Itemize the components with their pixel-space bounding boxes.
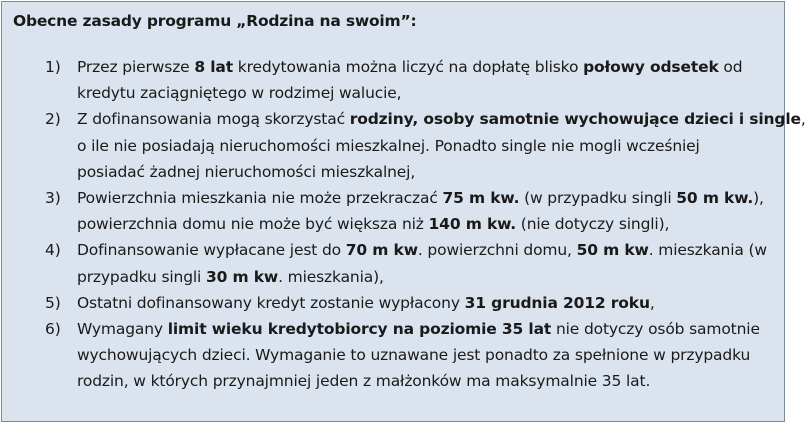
rule-number: 4) (45, 241, 61, 260)
rule-item-6 (2, 316, 786, 395)
text-segment: o ile nie posiadają nieruchomości mieszkalnej. Ponadto single nie mogli wcześniej (77, 136, 700, 155)
text-segment: powierzchnia domu nie może być większa niż (77, 215, 429, 234)
text-segment: kredytowania można liczyć na dopłatę blisko (232, 58, 584, 76)
bold-text: 70 m kw (345, 241, 418, 260)
bold-text: 8 lat (194, 58, 233, 76)
info-box (1, 1, 806, 422)
text-segment: , (649, 293, 655, 312)
bold-text: 50 m kw (576, 241, 649, 260)
text-segment: . mieszkania (w (648, 241, 767, 260)
rule-text-line (77, 316, 772, 342)
box-title: Obecne zasady programu „Rodzina na swoim”: (13, 12, 417, 30)
rule-number: 3) (45, 189, 61, 208)
rule-item-3 (2, 185, 786, 237)
text-segment: Przez pierwsze (77, 58, 195, 76)
text-segment: (w przypadku singli (519, 189, 677, 208)
text-segment: , (800, 110, 806, 129)
rule-number: 5) (45, 293, 61, 312)
bold-text: połowy odsetek (583, 58, 719, 76)
text-segment: Wymagany (77, 320, 168, 339)
rule-number: 1) (45, 58, 61, 76)
rule-item-1 (2, 54, 786, 106)
rules-list (2, 54, 806, 395)
rule-item-4 (2, 237, 786, 289)
rule-text-line (77, 237, 772, 263)
text-segment: rodzin, w których przynajmniej jeden z małżonków ma maksymalnie 35 lat. (77, 372, 651, 391)
rule-item-2 (2, 106, 806, 185)
rule-text-line (77, 211, 772, 237)
bold-text: limit wieku kredytobiorcy na poziomie 35 lat (167, 320, 552, 339)
text-segment: ), (753, 189, 764, 208)
rule-text-line (77, 342, 772, 368)
rule-number: 2) (45, 110, 61, 129)
rule-text-line (77, 106, 806, 132)
rule-text-line (77, 185, 772, 211)
bold-text: 75 m kw. (442, 189, 520, 208)
text-segment: Powierzchnia mieszkania nie może przekraczać (77, 189, 443, 208)
text-segment: kredytu zaciągniętego w rodzimej walucie, (77, 84, 402, 103)
rule-text-line (77, 290, 772, 316)
bold-text: 30 m kw (205, 267, 279, 286)
bold-text: rodziny, osoby samotnie wychowujące dzieci i single (349, 110, 801, 129)
text-segment: . mieszkania), (278, 267, 384, 286)
text-segment: nie dotyczy osób samotnie (551, 320, 760, 339)
rule-item-5 (2, 290, 786, 316)
text-segment: przypadku singli (77, 267, 206, 286)
text-segment: Ostatni dofinansowany kredyt zostanie wypłacony (77, 293, 465, 312)
rule-text-line (77, 54, 772, 80)
text-segment: (nie dotyczy singli), (516, 215, 670, 234)
bold-text: 31 grudnia 2012 roku (464, 293, 650, 312)
bold-text: 50 m kw. (676, 189, 754, 208)
text-segment: posiadać żadnej nieruchomości mieszkalnej, (77, 162, 416, 181)
text-segment: od (718, 58, 743, 76)
text-segment: . powierzchni domu, (417, 241, 577, 260)
text-segment: Z dofinansowania mogą skorzystać (77, 110, 350, 129)
rule-text-line (77, 80, 772, 106)
rule-text-line (77, 264, 772, 290)
rule-text-line (77, 368, 772, 394)
rule-text-line (77, 159, 772, 185)
bold-text: 140 m kw. (428, 215, 517, 234)
text-segment: wychowujących dzieci. Wymaganie to uznawane jest ponadto za spełnione w przypadku (77, 346, 751, 365)
text-segment: Dofinansowanie wypłacane jest do (77, 241, 346, 260)
rule-text-line (77, 133, 772, 159)
rule-number: 6) (45, 320, 61, 339)
